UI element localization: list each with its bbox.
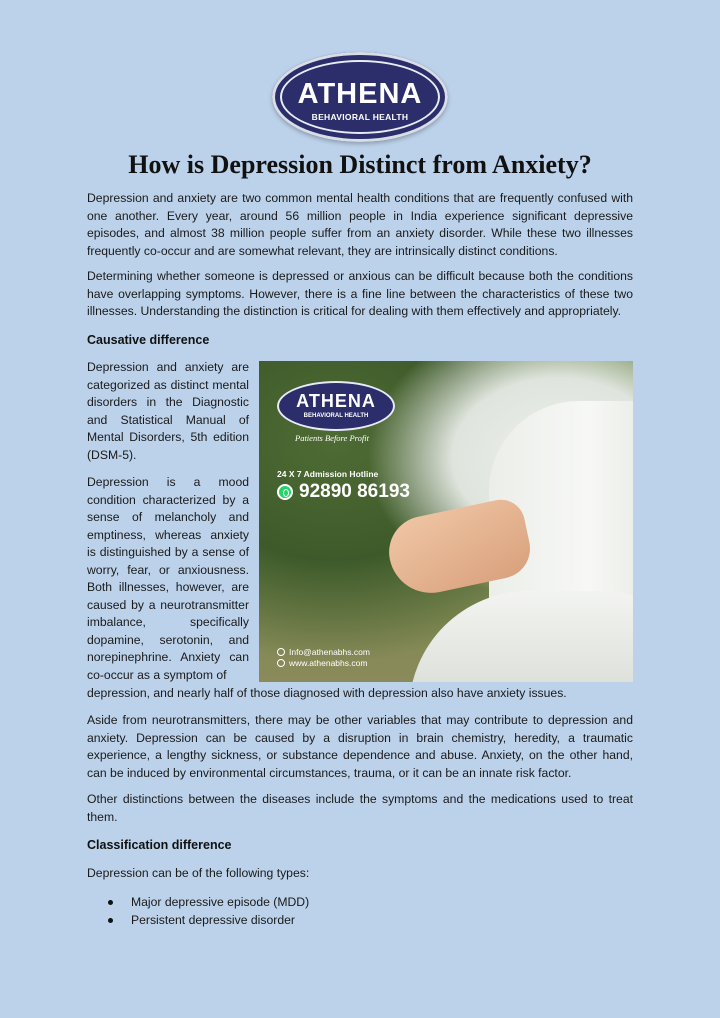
website-contact (277, 658, 367, 668)
paragraph-variables: Aside from neurotransmitters, there may be other variables that may contribute to depression and anxiety. Depression can be caused by a disruption in brain chemistry, heredity, a traumatic experience, a lengthy sickness, or substance dependence and abuse. Anxiety, on the other hand, can be induced by environmental circumstances, trauma, or it can be an innate risk factor. (87, 713, 633, 780)
whatsapp-icon (277, 484, 293, 500)
email-text: Info@athenabhs.com (289, 647, 370, 657)
list-item: Major depressive episode (MDD) (87, 893, 309, 911)
email-icon (277, 648, 285, 656)
paragraph-overlap: Determining whether someone is depressed or anxious can be difficult because both the conditions have overlapping symptoms. However, there is a fine line between the characteristics of these two illnesses. Understanding the distinction is critical for dealing with them effectively and appropriately. (87, 269, 633, 318)
promo-image (259, 361, 633, 682)
hotline-number: 92890 86193 (299, 481, 410, 502)
athena-logo (272, 52, 448, 142)
depression-types-list (87, 893, 309, 929)
image-logo-name: ATHENA (296, 391, 376, 411)
hotline-label: 24 X 7 Admission Hotline (277, 469, 379, 479)
logo-name: ATHENA (297, 78, 423, 110)
globe-icon (277, 659, 285, 667)
image-tagline: Patients Before Profit (295, 433, 369, 443)
paragraph-dsm: Depression and anxiety are categorized as distinct mental disorders in the Diagnostic and Statistical Manual of Mental Disorders, 5th edition (DSM-5). (87, 360, 249, 462)
paragraph-mood-continued: depression, and nearly half of those diagnosed with depression also have anxiety issues. (87, 686, 567, 700)
paragraph-intro: Depression and anxiety are two common mental health conditions that are frequently confused with one another. Every year, around 56 million people in India experience significant depressive episodes, and almost 38 million people suffer from an anxiety disorder. While these two illnesses frequently co-occur and are somewhat relevant, they are intrinsically distinct conditions. (87, 191, 633, 258)
image-logo-badge (277, 381, 395, 431)
paragraph-types-intro: Depression can be of the following types: (87, 866, 310, 880)
paragraph-distinctions: Other distinctions between the diseases include the symptoms and the medications used to treat them. (87, 792, 633, 824)
hotline (277, 481, 410, 503)
page-title: How is Depression Distinct from Anxiety? (128, 150, 592, 179)
email-contact (277, 647, 370, 657)
image-logo-subtitle: BEHAVIORAL HEALTH (303, 413, 369, 419)
heading-classification: Classification difference (87, 838, 232, 852)
website-text: www.athenabhs.com (289, 658, 368, 668)
list-item: Persistent depressive disorder (87, 911, 309, 929)
logo-subtitle: BEHAVIORAL HEALTH (311, 112, 409, 122)
figure-knee (409, 591, 633, 682)
paragraph-mood: Depression is a mood condition characterized by a sense of melancholy and emptiness, whereas anxiety is distinguished by a sense of worry, fear, or anxiousness. Both illnesses, however, are caused by a neurotransmitter imbalance, specifically dopamine, serotonin, and norepinephrine. Anxiety can co-occur as a symptom of (87, 475, 249, 682)
heading-causative: Causative difference (87, 333, 210, 347)
